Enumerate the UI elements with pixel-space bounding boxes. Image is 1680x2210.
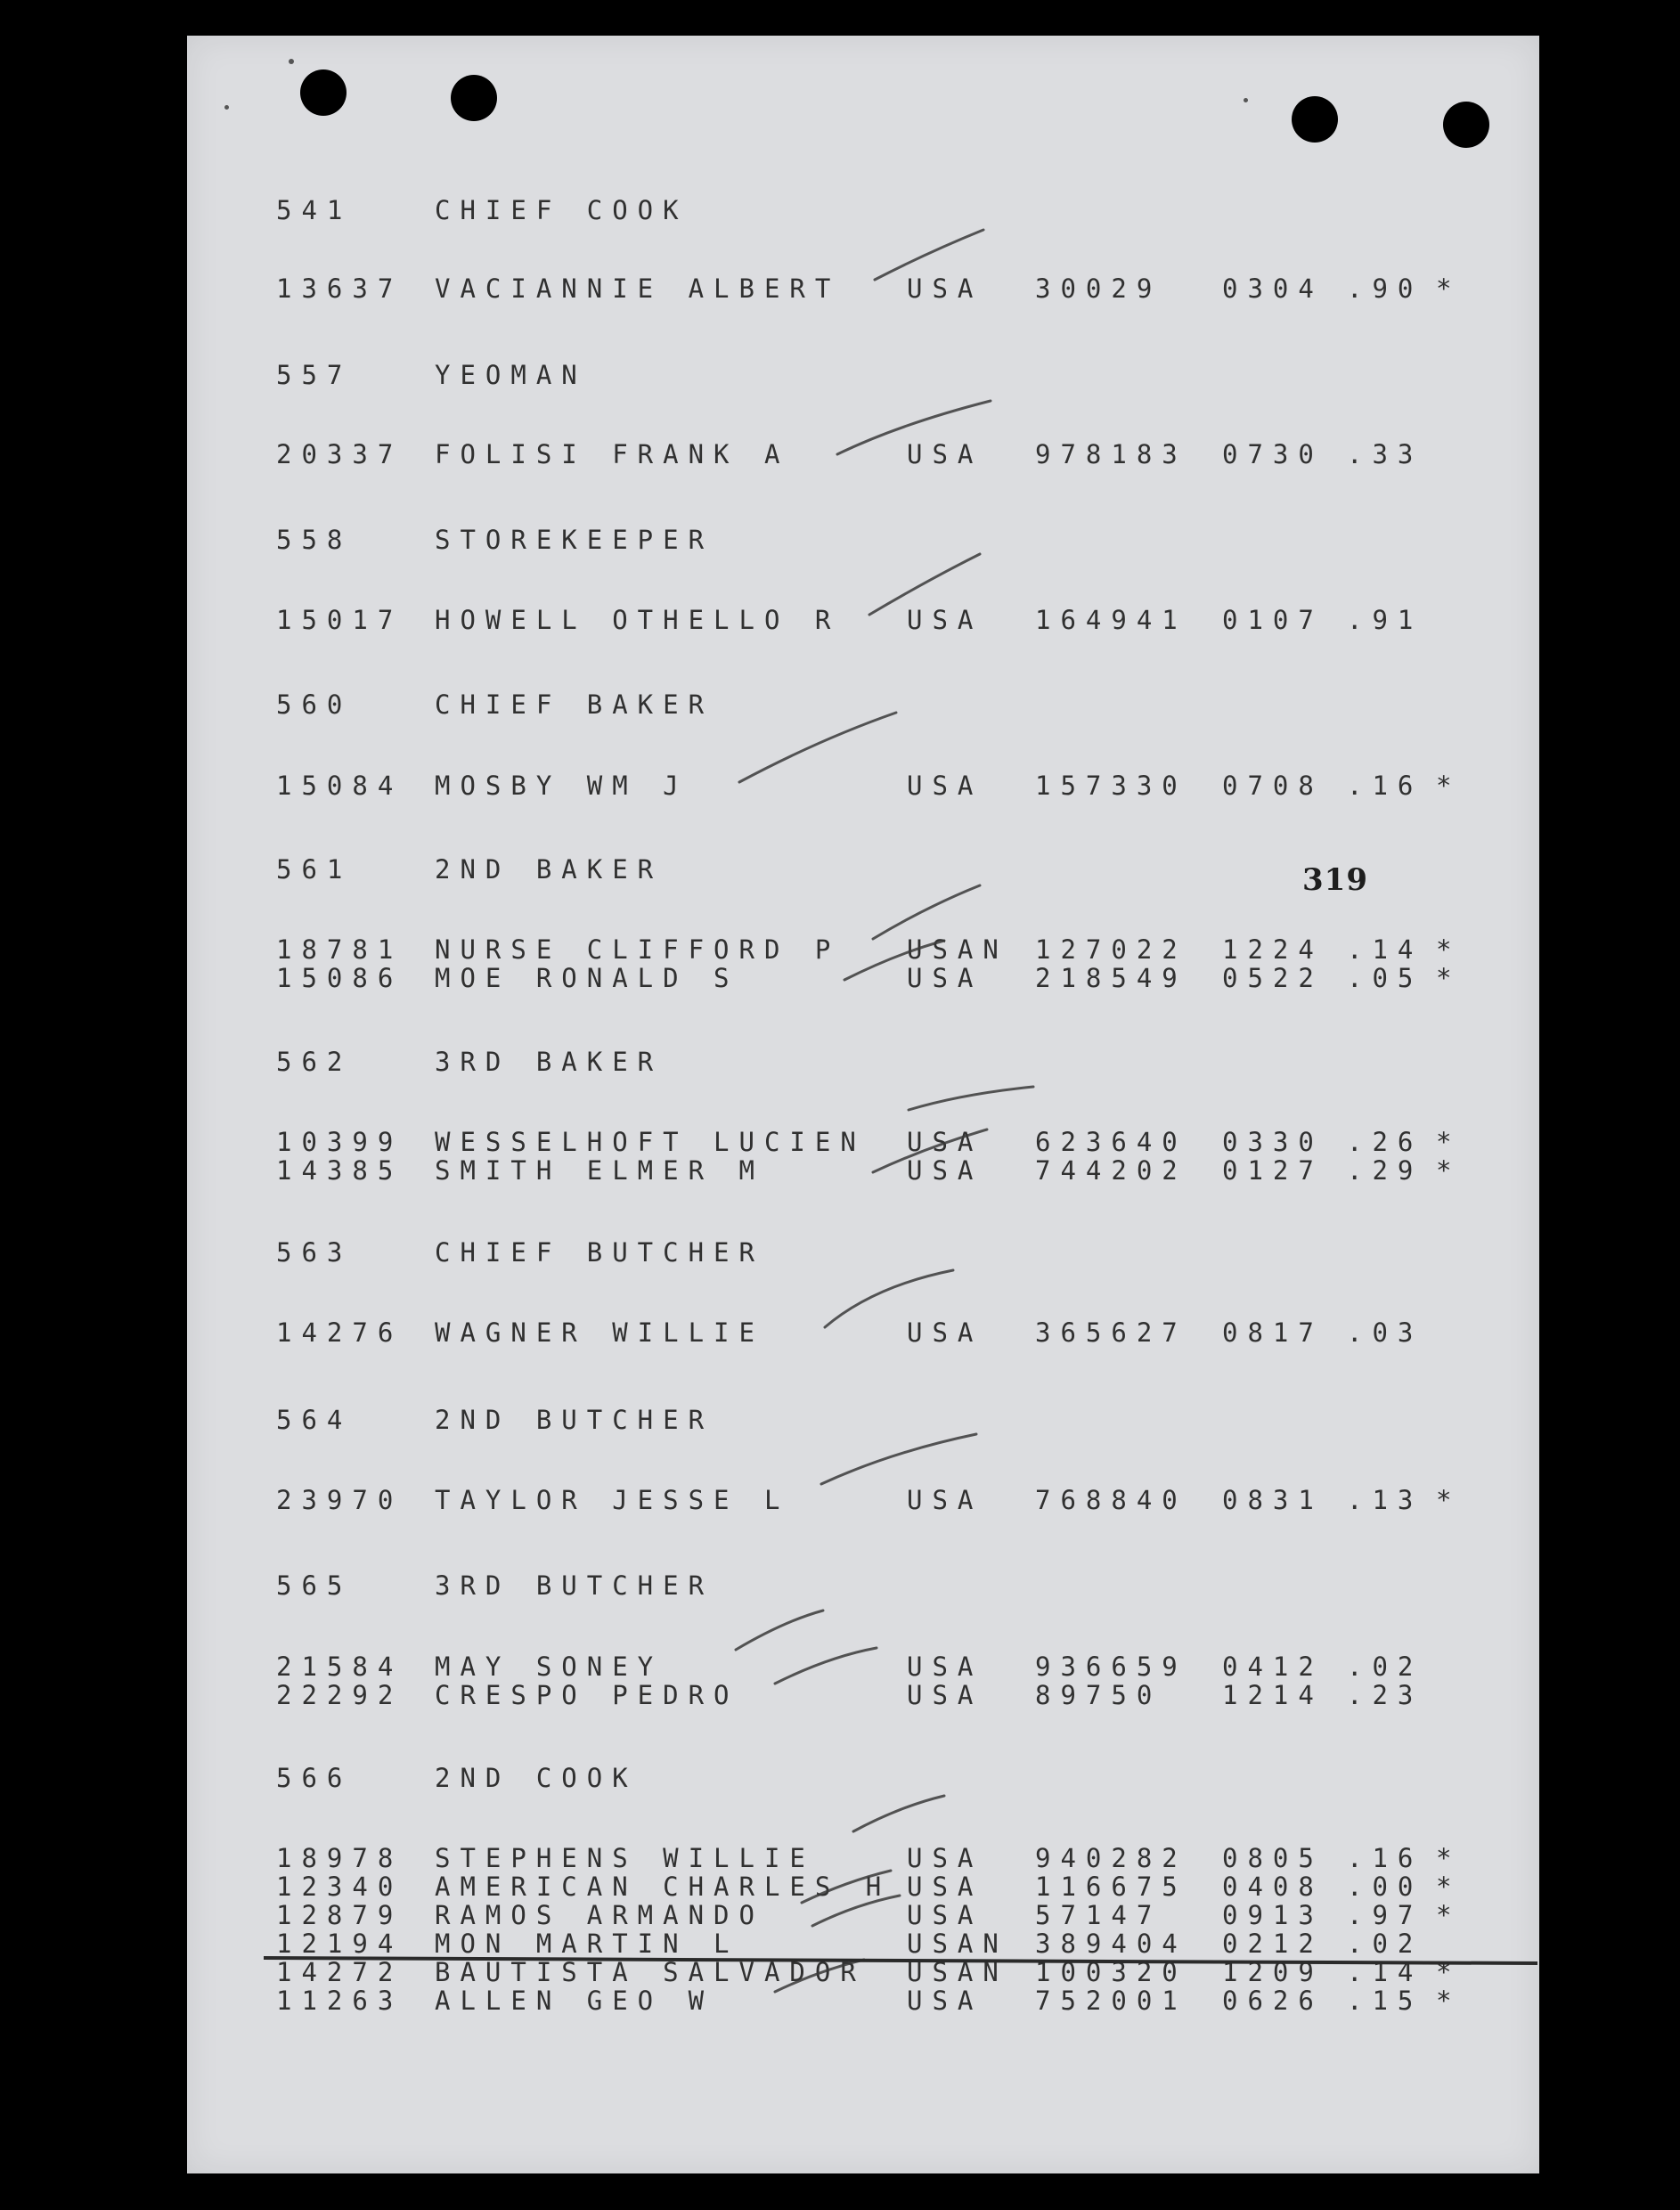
- crew-country: USA: [907, 1317, 983, 1348]
- section-title: 3RD BAKER: [435, 1047, 664, 1077]
- section-code: 541: [276, 195, 353, 225]
- crew-id: 18978: [276, 1843, 404, 1873]
- crew-date: 0708: [1222, 771, 1324, 801]
- punch-hole: [451, 75, 497, 121]
- crew-name: ALLEN GEO W: [435, 1986, 714, 2016]
- crew-id: 14385: [276, 1155, 404, 1186]
- crew-amount: .15: [1347, 1986, 1423, 2016]
- crew-name: STEPHENS WILLIE: [435, 1843, 815, 1873]
- crew-mark: *: [1436, 1900, 1462, 1930]
- crew-country: USA: [907, 1155, 983, 1186]
- crew-date: 0127: [1222, 1155, 1324, 1186]
- crew-date: 0522: [1222, 963, 1324, 993]
- crew-id: 21584: [276, 1651, 404, 1682]
- crew-number: 389404: [1035, 1929, 1187, 1959]
- crew-id: 18781: [276, 934, 404, 965]
- crew-id: 20337: [276, 439, 404, 469]
- section-code: 565: [276, 1570, 353, 1601]
- crew-country: USA: [907, 1900, 983, 1930]
- crew-country: USA: [907, 1680, 983, 1710]
- crew-country: USA: [907, 439, 983, 469]
- crew-country: USA: [907, 1651, 983, 1682]
- crew-amount: .02: [1347, 1651, 1423, 1682]
- crew-name: WAGNER WILLIE: [435, 1317, 764, 1348]
- crew-name: RAMOS ARMANDO: [435, 1900, 764, 1930]
- crew-amount: .14: [1347, 934, 1423, 965]
- crew-id: 14272: [276, 1957, 404, 1987]
- crew-date: 1214: [1222, 1680, 1324, 1710]
- crew-number: 940282: [1035, 1843, 1187, 1873]
- crew-amount: .29: [1347, 1155, 1423, 1186]
- crew-number: 752001: [1035, 1986, 1187, 2016]
- crew-mark: *: [1436, 1843, 1462, 1873]
- crew-name: BAUTISTA SALVADOR: [435, 1957, 866, 1987]
- crew-mark: *: [1436, 273, 1462, 304]
- section-code: 562: [276, 1047, 353, 1077]
- crew-date: 1209: [1222, 1957, 1324, 1987]
- crew-country: USA: [907, 963, 983, 993]
- crew-mark: *: [1436, 1872, 1462, 1902]
- crew-id: 22292: [276, 1680, 404, 1710]
- crew-id: 14276: [276, 1317, 404, 1348]
- section-code: 561: [276, 854, 353, 885]
- crew-name: NURSE CLIFFORD P: [435, 934, 841, 965]
- crew-amount: .33: [1347, 439, 1423, 469]
- crew-number: 768840: [1035, 1485, 1187, 1515]
- crew-name: AMERICAN CHARLES H: [435, 1872, 892, 1902]
- section-title: CHIEF BAKER: [435, 689, 714, 720]
- crew-country: USA: [907, 1843, 983, 1873]
- crew-mark: *: [1436, 934, 1462, 965]
- crew-mark: *: [1436, 1485, 1462, 1515]
- crew-date: 0107: [1222, 605, 1324, 635]
- crew-date: 0817: [1222, 1317, 1324, 1348]
- crew-date: 0730: [1222, 439, 1324, 469]
- crew-country: USA: [907, 771, 983, 801]
- section-title: 2ND BUTCHER: [435, 1405, 714, 1435]
- crew-date: 0212: [1222, 1929, 1324, 1959]
- crew-name: VACIANNIE ALBERT: [435, 273, 841, 304]
- paper-speck: [224, 105, 229, 110]
- section-code: 560: [276, 689, 353, 720]
- section-title: 2ND BAKER: [435, 854, 664, 885]
- crew-mark: *: [1436, 963, 1462, 993]
- crew-name: CRESPO PEDRO: [435, 1680, 739, 1710]
- crew-date: 1224: [1222, 934, 1324, 965]
- page-number: 319: [1302, 862, 1368, 898]
- crew-id: 10399: [276, 1127, 404, 1157]
- crew-id: 11263: [276, 1986, 404, 2016]
- crew-id: 12340: [276, 1872, 404, 1902]
- crew-name: MAY SONEY: [435, 1651, 664, 1682]
- crew-name: SMITH ELMER M: [435, 1155, 764, 1186]
- crew-date: 0304: [1222, 273, 1324, 304]
- section-code: 563: [276, 1237, 353, 1268]
- crew-id: 12194: [276, 1929, 404, 1959]
- section-code: 564: [276, 1405, 353, 1435]
- crew-number: 100320: [1035, 1957, 1187, 1987]
- section-code: 557: [276, 360, 353, 390]
- crew-country: USA: [907, 273, 983, 304]
- crew-amount: .13: [1347, 1485, 1423, 1515]
- crew-amount: .02: [1347, 1929, 1423, 1959]
- crew-id: 12879: [276, 1900, 404, 1930]
- crew-number: 57147: [1035, 1900, 1162, 1930]
- section-title: 2ND COOK: [435, 1763, 638, 1793]
- crew-date: 0805: [1222, 1843, 1324, 1873]
- crew-amount: .16: [1347, 771, 1423, 801]
- crew-name: FOLISI FRANK A: [435, 439, 790, 469]
- crew-number: 116675: [1035, 1872, 1187, 1902]
- crew-amount: .16: [1347, 1843, 1423, 1873]
- crew-date: 0408: [1222, 1872, 1324, 1902]
- crew-number: 623640: [1035, 1127, 1187, 1157]
- crew-amount: .90: [1347, 273, 1423, 304]
- crew-country: USAN: [907, 1929, 1008, 1959]
- crew-id: 23970: [276, 1485, 404, 1515]
- crew-name: MOSBY WM J: [435, 771, 689, 801]
- section-title: 3RD BUTCHER: [435, 1570, 714, 1601]
- crew-country: USA: [907, 1485, 983, 1515]
- punch-hole: [1292, 96, 1338, 143]
- crew-number: 89750: [1035, 1680, 1162, 1710]
- crew-date: 0330: [1222, 1127, 1324, 1157]
- section-title: CHIEF BUTCHER: [435, 1237, 764, 1268]
- section-title: CHIEF COOK: [435, 195, 689, 225]
- crew-date: 0412: [1222, 1651, 1324, 1682]
- crew-number: 978183: [1035, 439, 1187, 469]
- crew-amount: .14: [1347, 1957, 1423, 1987]
- crew-id: 15086: [276, 963, 404, 993]
- crew-amount: .23: [1347, 1680, 1423, 1710]
- crew-country: USA: [907, 605, 983, 635]
- crew-amount: .97: [1347, 1900, 1423, 1930]
- crew-mark: *: [1436, 1155, 1462, 1186]
- crew-country: USAN: [907, 1957, 1008, 1987]
- section-code: 566: [276, 1763, 353, 1793]
- crew-id: 15084: [276, 771, 404, 801]
- crew-name: MON MARTIN L: [435, 1929, 739, 1959]
- crew-mark: *: [1436, 1986, 1462, 2016]
- crew-country: USAN: [907, 934, 1008, 965]
- crew-id: 13637: [276, 273, 404, 304]
- crew-mark: *: [1436, 1127, 1462, 1157]
- crew-amount: .03: [1347, 1317, 1423, 1348]
- crew-name: HOWELL OTHELLO R: [435, 605, 841, 635]
- crew-number: 30029: [1035, 273, 1162, 304]
- crew-number: 218549: [1035, 963, 1187, 993]
- section-title: STOREKEEPER: [435, 525, 714, 555]
- crew-number: 127022: [1035, 934, 1187, 965]
- crew-date: 0831: [1222, 1485, 1324, 1515]
- paper-speck: [1244, 98, 1248, 102]
- crew-date: 0913: [1222, 1900, 1324, 1930]
- crew-number: 936659: [1035, 1651, 1187, 1682]
- crew-country: USA: [907, 1986, 983, 2016]
- punch-hole: [1443, 102, 1489, 148]
- punch-hole: [300, 69, 347, 116]
- crew-id: 15017: [276, 605, 404, 635]
- section-code: 558: [276, 525, 353, 555]
- crew-mark: *: [1436, 771, 1462, 801]
- crew-name: MOE RONALD S: [435, 963, 739, 993]
- crew-number: 157330: [1035, 771, 1187, 801]
- crew-amount: .05: [1347, 963, 1423, 993]
- crew-number: 164941: [1035, 605, 1187, 635]
- crew-country: USA: [907, 1127, 983, 1157]
- crew-number: 365627: [1035, 1317, 1187, 1348]
- crew-name: WESSELHOFT LUCIEN: [435, 1127, 866, 1157]
- crew-mark: *: [1436, 1957, 1462, 1987]
- crew-amount: .00: [1347, 1872, 1423, 1902]
- crew-number: 744202: [1035, 1155, 1187, 1186]
- crew-date: 0626: [1222, 1986, 1324, 2016]
- paper-speck: [289, 59, 294, 64]
- section-title: YEOMAN: [435, 360, 587, 390]
- crew-amount: .91: [1347, 605, 1423, 635]
- crew-country: USA: [907, 1872, 983, 1902]
- crew-amount: .26: [1347, 1127, 1423, 1157]
- crew-name: TAYLOR JESSE L: [435, 1485, 790, 1515]
